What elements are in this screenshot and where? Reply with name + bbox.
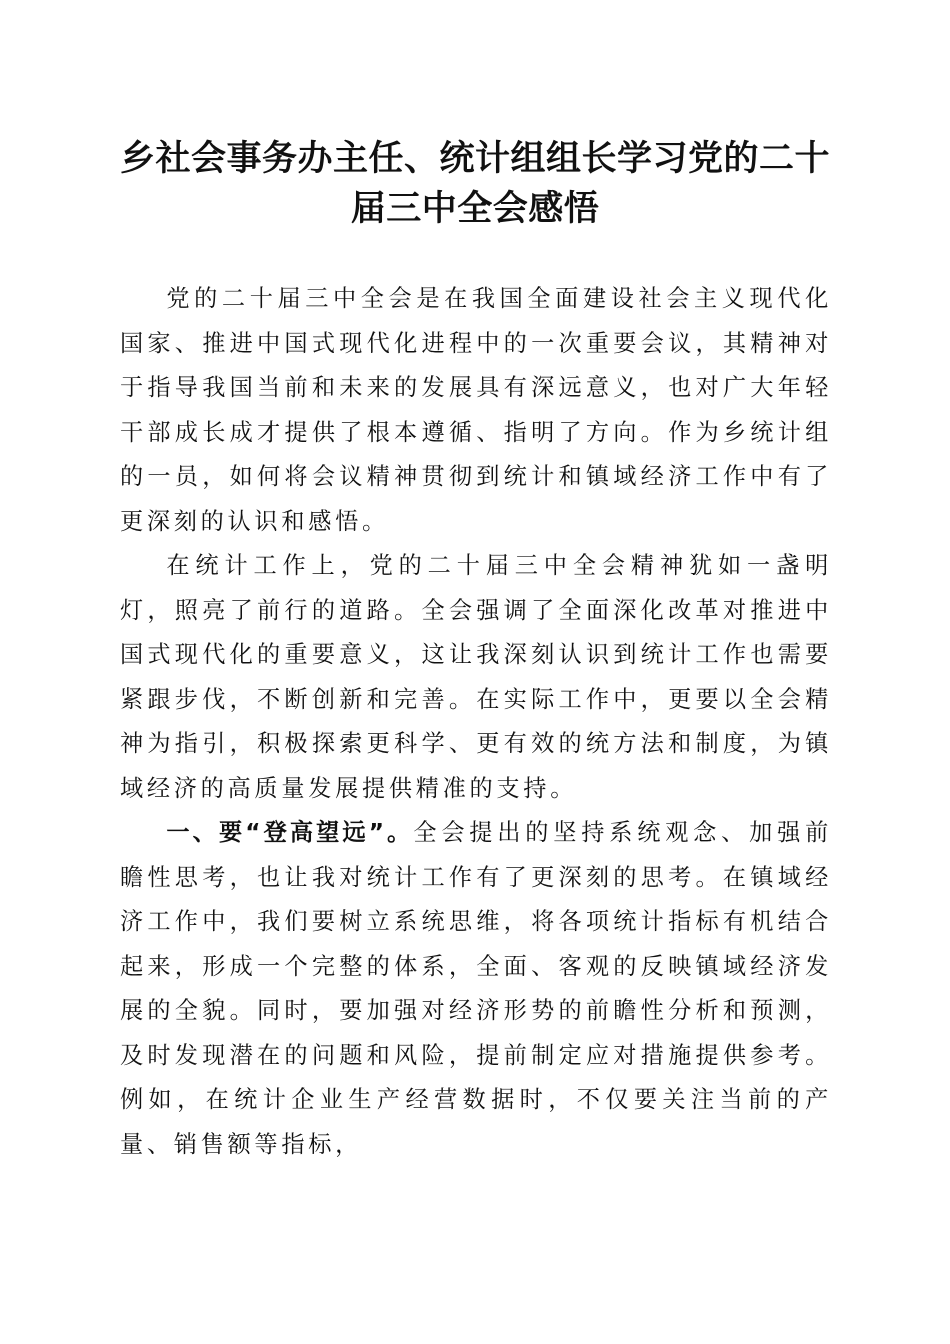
document-body <box>120 277 832 1167</box>
section-1-heading: 一、要“登高望远”。 <box>166 819 414 846</box>
document-title <box>100 134 850 234</box>
paragraph-section-1 <box>120 811 832 1167</box>
title-line-1: 乡社会事务办主任、统计组组长学习党的二十 <box>119 138 830 179</box>
paragraph-intro: 党的二十届三中全会是在我国全面建设社会主义现代化国家、推进中国式现代化进程中的一次重要会议，其精神对于指导我国当前和未来的发展具有深远意义，也对广大年轻干部成长成才提供了根本遵循、指明了方向。作为乡统计组的一员，如何将会议精神贯彻到统计和镇域经济工作中有了更深刻的认识和感悟。 <box>120 285 832 535</box>
title-line-2: 届三中全会感悟 <box>350 188 600 229</box>
section-1-text: 全会提出的坚持系统观念、加强前瞻性思考，也让我对统计工作有了更深刻的思考。在镇域经济工作中，我们要树立系统思维，将各项统计指标有机结合起来，形成一个完整的体系，全面、客观的反映镇域经济发展的全貌。同时，要加强对经济形势的前瞻性分析和预测，及时发现潜在的问题和风险，提前制定应对措施提供参考。例如，在统计企业生产经营数据时，不仅要关注当前的产量、销售额等指标， <box>120 819 833 1158</box>
paragraph-statistics-work: 在统计工作上，党的二十届三中全会精神犹如一盏明灯，照亮了前行的道路。全会强调了全面深化改革对推进中国式现代化的重要意义，这让我深刻认识到统计工作也需要紧跟步伐，不断创新和完善。在实际工作中，更要以全会精神为指引，积极探索更科学、更有效的统方法和制度，为镇域经济的高质量发展提供精准的支持。 <box>120 552 832 802</box>
